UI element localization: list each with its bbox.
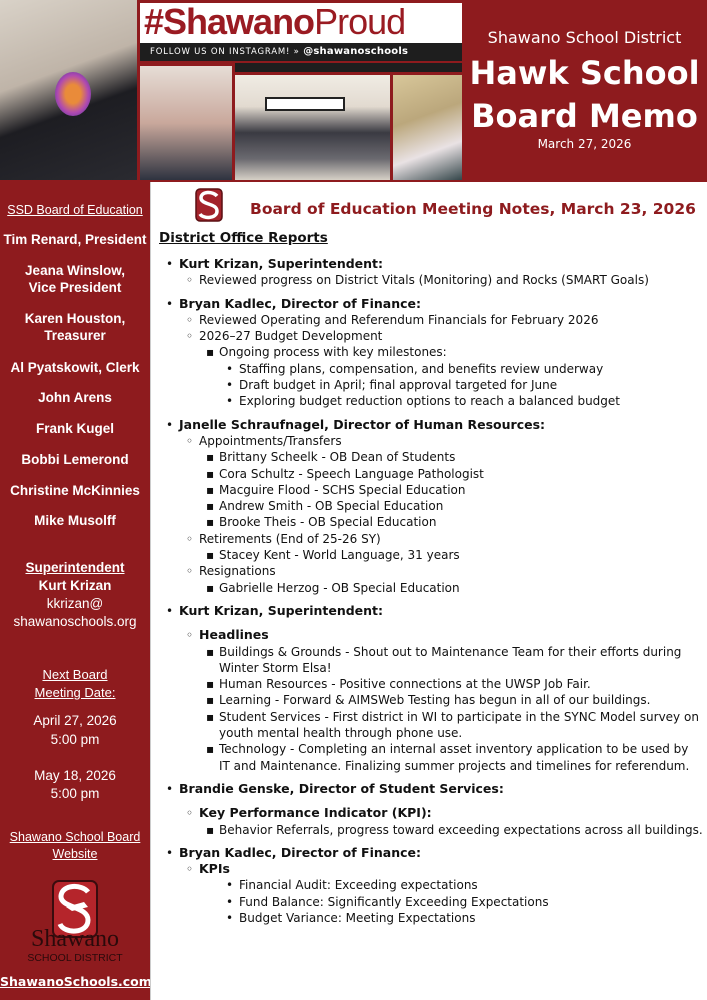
bullet-icon: ▪ (206, 822, 215, 837)
board-member: Bobbi Lemerond (21, 452, 129, 467)
bullet-icon: ▪ (206, 450, 215, 465)
list-item (183, 328, 703, 344)
header-banner (0, 0, 707, 182)
bullet-icon: ▪ (206, 345, 215, 360)
memo-title-block (462, 0, 707, 182)
sidebar (0, 182, 150, 1000)
board-member: Al Pyatskowit, Clerk (10, 360, 140, 375)
report-item (163, 296, 703, 312)
list-item (223, 361, 703, 377)
bullet-icon: • (226, 361, 234, 376)
board-member: Jeana Winslow, Vice President (25, 263, 125, 295)
memo-title-line1: Hawk School (469, 54, 700, 92)
list-item-text: Learning - Forward & AIMSWeb Testing has begun in all of our buildings. (219, 693, 651, 708)
bullet-icon: ◦ (186, 329, 194, 344)
bullet-icon: • (166, 603, 174, 618)
bullet-icon: ◦ (186, 433, 194, 448)
list-item (223, 894, 703, 910)
photo-student-phone (393, 75, 462, 180)
bullet-icon: ▪ (206, 742, 215, 757)
list-item (203, 644, 703, 677)
list-item (203, 692, 703, 708)
list-item (183, 861, 703, 877)
list-item-text: Reviewed progress on District Vitals (Monitoring) and Rocks (SMART Goals) (199, 273, 649, 288)
list-item-text: Andrew Smith - OB Special Education (219, 499, 444, 514)
district-name: Shawano School District (487, 28, 682, 47)
photo-library-group (235, 75, 390, 180)
list-item-text: Financial Audit: Exceeding expectations (239, 878, 478, 893)
bullet-icon: ◦ (186, 862, 194, 877)
list-item (203, 741, 703, 774)
main-content (150, 182, 707, 1000)
list-item (203, 344, 703, 360)
logo-subtitle: SCHOOL DISTRICT (27, 952, 123, 964)
bullet-icon: ◦ (186, 564, 194, 579)
list-item (203, 822, 703, 838)
list-item-text: Resignations (199, 564, 276, 579)
list-item-text: Reviewed Operating and Referendum Financials for February 2026 (199, 312, 599, 327)
list-item (203, 482, 703, 498)
list-item (223, 910, 703, 926)
superintendent-heading: Superintendent (25, 560, 125, 575)
list-item-text: Stacey Kent - World Language, 31 years (219, 548, 460, 563)
list-item (223, 393, 703, 409)
bullet-icon: • (226, 894, 234, 909)
list-item (223, 877, 703, 893)
instagram-strip (140, 43, 462, 61)
list-item-text: Staffing plans, compensation, and benefits review underway (239, 361, 604, 376)
bullet-icon: • (226, 394, 234, 409)
list-item-text: Bryan Kadlec, Director of Finance: (179, 295, 421, 311)
list-item-text: Student Services - First district in WI to participate in the SYNC Model survey on youth mental health through phone use. (219, 709, 699, 741)
list-item (203, 580, 703, 596)
meeting-time: 5:00 pm (50, 732, 100, 747)
meeting-date: April 27, 2026 (33, 713, 117, 728)
bullet-icon: ▪ (206, 580, 215, 595)
list-item-text: Exploring budget reduction options to reach a balanced budget (239, 394, 620, 409)
bullet-icon: ◦ (186, 531, 194, 546)
photo-kids-with-dog (140, 66, 232, 180)
list-item (203, 498, 703, 514)
bullet-icon: ◦ (186, 273, 194, 288)
list-item-text: Brandie Genske, Director of Student Services: (179, 780, 504, 796)
list-item-text: Technology - Completing an internal asset inventory application to be used by IT and Maintenance. Finalizing summer projects and timelines for referendum. (219, 742, 690, 773)
bullet-icon: • (166, 296, 174, 311)
board-member: John Arens (38, 390, 112, 405)
list-item-text: Brooke Theis - OB Special Education (219, 515, 437, 530)
website-link-line1[interactable]: Shawano School Board (9, 830, 141, 844)
list-item (203, 547, 703, 563)
board-member: Frank Kugel (35, 421, 114, 436)
website-link-line2[interactable]: Website (52, 847, 98, 861)
list-item-text: Human Resources - Positive connections at the UWSP Job Fair. (219, 677, 591, 692)
list-item-text: Kurt Krizan, Superintendent: (179, 256, 384, 271)
bullet-icon: ▪ (206, 499, 215, 514)
bullet-icon: • (166, 257, 174, 271)
bullet-icon: ▪ (206, 548, 215, 563)
list-item-text: KPIs (199, 861, 230, 877)
list-item (223, 377, 703, 393)
board-heading: SSD Board of Education (7, 203, 143, 217)
bullet-icon: ▪ (206, 466, 215, 481)
board-member: Mike Musolff (34, 513, 116, 528)
list-item (203, 466, 703, 482)
list-item-text: Ongoing process with key milestones: (219, 345, 447, 360)
bullet-icon: • (166, 781, 174, 796)
list-item (183, 433, 703, 449)
list-item-text: Appointments/Transfers (199, 433, 342, 448)
bullet-icon: ◦ (186, 312, 194, 327)
bullet-icon: • (226, 378, 234, 393)
report-item (163, 781, 703, 797)
logo-name: Shawano (31, 926, 119, 952)
meeting-date: May 18, 2026 (34, 768, 116, 783)
list-item (183, 531, 703, 547)
list-item (203, 514, 703, 530)
list-item-text: Kurt Krizan, Superintendent: (179, 602, 384, 618)
bullet-icon: ▪ (206, 709, 215, 724)
list-item (203, 449, 703, 465)
list-item-text: Macguire Flood - SCHS Special Education (219, 482, 466, 497)
hashtag-prefix: #Shawano (144, 3, 315, 42)
bullet-icon: ▪ (206, 693, 215, 708)
list-item (183, 627, 703, 643)
board-member: Tim Renard, President (3, 232, 147, 247)
instagram-handle: @shawanoschools (303, 46, 409, 57)
report-item (163, 256, 703, 272)
bullet-icon: ▪ (206, 515, 215, 530)
divider-bar (235, 63, 462, 72)
list-item-text: 2026–27 Budget Development (199, 329, 383, 344)
meeting-time: 5:00 pm (50, 786, 100, 801)
section-heading: District Office Reports (159, 230, 328, 246)
list-item-text: Retirements (End of 25-26 SY) (199, 531, 381, 546)
list-item-text: Key Performance Indicator (KPI): (199, 805, 432, 821)
bullet-icon: • (226, 910, 234, 925)
bullet-icon: ▪ (206, 644, 215, 659)
list-item-text: Budget Variance: Meeting Expectations (239, 910, 476, 925)
district-website-link[interactable]: ShawanoSchools.com (0, 974, 152, 989)
list-item-text: Headlines (199, 627, 269, 643)
list-item (183, 312, 703, 328)
list-item (183, 805, 703, 821)
email-line2[interactable]: shawanoschools.org (13, 614, 137, 629)
next-meeting-heading-2: Meeting Date: (34, 685, 116, 700)
memo-title-line2: Board Memo (471, 97, 698, 135)
board-member: Karen Houston, Treasurer (24, 311, 126, 343)
follow-text: FOLLOW US ON INSTAGRAM! » (150, 47, 300, 57)
list-item-text: Buildings & Grounds - Shout out to Maintenance Team for their efforts during Winter Storm Elsa! (219, 644, 682, 675)
meeting-notes-list (163, 256, 703, 926)
list-item-text: Bryan Kadlec, Director of Finance: (179, 844, 421, 860)
list-item (203, 676, 703, 692)
memo-title (462, 52, 707, 138)
list-item-text: Gabrielle Herzog - OB Special Education (219, 580, 460, 595)
report-item (163, 845, 703, 861)
email-line1[interactable]: kkrizan@ (46, 596, 104, 611)
report-item (163, 603, 703, 619)
hashtag-suffix: Proud (314, 3, 406, 42)
list-item-text: Fund Balance: Significantly Exceeding Expectations (239, 894, 549, 909)
bullet-icon: • (226, 878, 234, 893)
list-item-text: Brittany Scheelk - OB Dean of Students (219, 450, 456, 465)
list-item (183, 563, 703, 579)
list-item (203, 709, 703, 742)
list-item-text: Draft budget in April; final approval targeted for June (239, 378, 558, 393)
shawano-s-icon (195, 188, 223, 222)
bullet-icon: ▪ (206, 482, 215, 497)
report-item (163, 417, 703, 433)
next-meeting-heading-1: Next Board (42, 667, 108, 682)
superintendent-name: Kurt Krizan (38, 578, 112, 593)
bullet-icon: ◦ (186, 806, 194, 821)
list-item (183, 272, 703, 288)
board-member: Christine McKinnies (10, 483, 140, 498)
bullet-icon: • (166, 417, 174, 432)
shawano-proud-banner (140, 3, 462, 43)
memo-date: March 27, 2026 (537, 137, 632, 151)
photo-students-with-flowers (0, 0, 137, 180)
bullet-icon: • (166, 845, 174, 860)
list-item-text: Cora Schultz - Speech Language Pathologist (219, 466, 484, 481)
list-item-text: Janelle Schraufnagel, Director of Human Resources: (179, 416, 546, 432)
bullet-icon: ◦ (186, 628, 194, 643)
page-title: Board of Education Meeting Notes, March 23, 2026 (250, 200, 696, 218)
list-item-text: Behavior Referrals, progress toward exceeding expectations across all buildings. (219, 822, 703, 837)
bullet-icon: ▪ (206, 677, 215, 692)
